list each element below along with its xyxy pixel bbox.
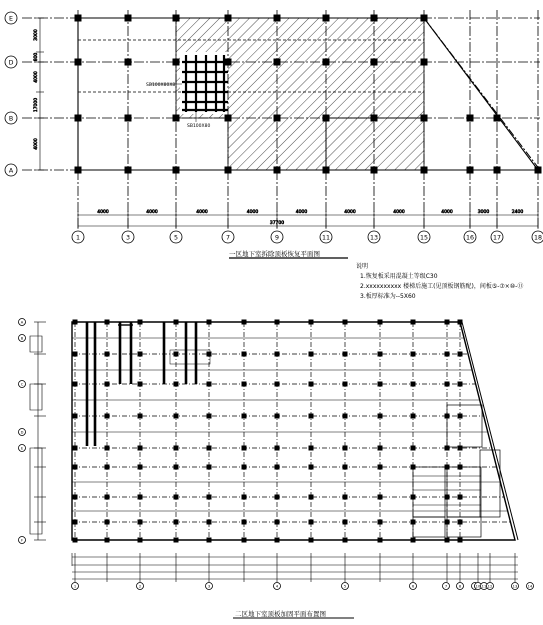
axis-label: 4 xyxy=(275,584,279,589)
column xyxy=(275,520,280,525)
axis-label: 15 xyxy=(419,234,429,242)
column xyxy=(173,167,180,174)
column xyxy=(343,465,348,470)
axis-label: 10 xyxy=(475,584,481,589)
callout-label-2: SB100X80 xyxy=(187,124,211,129)
column xyxy=(73,414,78,419)
column xyxy=(174,414,179,419)
column xyxy=(105,465,110,470)
column xyxy=(458,352,463,357)
column xyxy=(494,167,501,174)
column xyxy=(494,115,501,122)
column xyxy=(309,538,314,543)
column xyxy=(445,352,450,357)
column xyxy=(275,538,280,543)
column xyxy=(275,446,280,451)
column xyxy=(174,538,179,543)
column xyxy=(467,167,474,174)
column xyxy=(275,465,280,470)
column xyxy=(173,59,180,66)
column xyxy=(242,495,247,500)
column xyxy=(138,465,143,470)
column xyxy=(371,167,378,174)
column xyxy=(207,538,212,543)
column xyxy=(173,15,180,22)
column xyxy=(138,495,143,500)
axis-label: D xyxy=(8,59,14,67)
column xyxy=(73,352,78,357)
column xyxy=(207,414,212,419)
axis-label: 2 xyxy=(138,584,142,589)
axis-label: 7 xyxy=(225,234,231,242)
column xyxy=(445,414,450,419)
column xyxy=(343,414,348,419)
column xyxy=(458,520,463,525)
column xyxy=(73,538,78,543)
column xyxy=(174,446,179,451)
axis-label: E xyxy=(9,15,13,23)
plan-1 xyxy=(5,10,543,258)
column xyxy=(309,495,314,500)
column xyxy=(138,320,143,325)
column xyxy=(138,352,143,357)
column xyxy=(207,352,212,357)
column xyxy=(225,15,232,22)
axis-label: B xyxy=(20,336,24,341)
column xyxy=(274,167,281,174)
column xyxy=(138,538,143,543)
column xyxy=(125,115,132,122)
column xyxy=(105,520,110,525)
column xyxy=(309,382,314,387)
column xyxy=(242,446,247,451)
column xyxy=(458,495,463,500)
note-item: 3.板厚标准为--5X60 xyxy=(360,293,416,300)
note-item: 2.xxxxxxxxxx 楼梯后施工(见顶板钢筋配)，间板⑤-⑦×⑩-⑪ xyxy=(360,283,524,290)
axis-label: 11 xyxy=(321,234,331,242)
column xyxy=(378,320,383,325)
column xyxy=(125,15,132,22)
axis-label: 14 xyxy=(527,584,533,589)
hatch-zone-lower xyxy=(326,118,424,170)
axis-label: 7 xyxy=(444,584,448,589)
column xyxy=(275,382,280,387)
column xyxy=(343,352,348,357)
column xyxy=(275,414,280,419)
callout-label-1: SB100X80X8 xyxy=(146,83,176,88)
column xyxy=(343,538,348,543)
span-value: 4000 xyxy=(295,210,308,215)
column xyxy=(105,320,110,325)
column xyxy=(309,414,314,419)
panel-box xyxy=(447,405,482,447)
column xyxy=(467,115,474,122)
column xyxy=(458,382,463,387)
axis-label: C xyxy=(20,382,24,387)
column xyxy=(207,446,212,451)
column xyxy=(274,59,281,66)
column xyxy=(275,320,280,325)
column xyxy=(75,167,82,174)
axis-label: 3 xyxy=(125,234,131,242)
column xyxy=(458,465,463,470)
span-value: 2400 xyxy=(511,210,524,215)
column xyxy=(343,382,348,387)
column xyxy=(105,352,110,357)
span-value: 4000 xyxy=(344,210,356,215)
column xyxy=(105,382,110,387)
column xyxy=(309,465,314,470)
span-value: 4000 xyxy=(393,210,405,215)
column xyxy=(207,520,212,525)
column xyxy=(174,382,179,387)
axis-label: 9 xyxy=(274,234,280,242)
column xyxy=(411,320,416,325)
column xyxy=(343,495,348,500)
span-value: 4000 xyxy=(146,210,158,215)
axis-label: D xyxy=(20,430,24,435)
axis-label: 16 xyxy=(465,234,475,242)
column xyxy=(421,115,428,122)
column xyxy=(371,59,378,66)
column xyxy=(378,520,383,525)
column xyxy=(174,352,179,357)
column xyxy=(378,495,383,500)
column xyxy=(73,446,78,451)
column xyxy=(138,414,143,419)
dim-value-left: 800 xyxy=(34,52,39,62)
axis-label: 13 xyxy=(369,234,379,242)
column xyxy=(105,495,110,500)
column xyxy=(207,465,212,470)
axis-label: 3 xyxy=(207,584,211,589)
column xyxy=(125,59,132,66)
column xyxy=(225,59,232,66)
column xyxy=(411,414,416,419)
column xyxy=(73,495,78,500)
column xyxy=(445,538,450,543)
column xyxy=(309,320,314,325)
column xyxy=(535,167,542,174)
column xyxy=(75,59,82,66)
column xyxy=(242,382,247,387)
column xyxy=(207,320,212,325)
column xyxy=(411,520,416,525)
side-bracket xyxy=(30,336,42,352)
column xyxy=(445,465,450,470)
column xyxy=(421,15,428,22)
column xyxy=(378,382,383,387)
axis-label: 17 xyxy=(492,234,502,242)
column xyxy=(371,115,378,122)
dim-value-left: 4000 xyxy=(34,138,39,150)
column xyxy=(138,520,143,525)
notes-block xyxy=(356,262,542,302)
column xyxy=(242,414,247,419)
column xyxy=(105,446,110,451)
column xyxy=(445,382,450,387)
column xyxy=(421,167,428,174)
column xyxy=(73,520,78,525)
column xyxy=(242,520,247,525)
dim-value-left: 17000 xyxy=(34,97,39,113)
axis-label: 11 xyxy=(481,584,487,589)
column xyxy=(275,495,280,500)
column xyxy=(73,320,78,325)
column xyxy=(207,495,212,500)
plan-2 xyxy=(19,319,534,619)
axis-label: B xyxy=(8,115,14,123)
column xyxy=(242,320,247,325)
column xyxy=(75,115,82,122)
axis-label: 8 xyxy=(458,584,462,589)
column xyxy=(323,115,330,122)
column xyxy=(275,352,280,357)
column xyxy=(207,382,212,387)
axis-label: E xyxy=(20,446,24,451)
column xyxy=(225,167,232,174)
column xyxy=(421,59,428,66)
column xyxy=(458,414,463,419)
plan1-title: 一区地下室拆除顶板恢复平面图 xyxy=(229,250,320,258)
column xyxy=(105,538,110,543)
column xyxy=(323,59,330,66)
column xyxy=(411,446,416,451)
panel-box xyxy=(413,517,445,537)
column xyxy=(411,465,416,470)
dim-value-left: 3000 xyxy=(34,29,39,41)
span-value: 3000 xyxy=(477,210,490,215)
column xyxy=(458,538,463,543)
column xyxy=(343,320,348,325)
column xyxy=(174,520,179,525)
column xyxy=(174,465,179,470)
axis-label: 5 xyxy=(343,584,347,589)
axis-label: 18 xyxy=(533,234,543,242)
total-dimension: 37700 xyxy=(269,221,285,226)
column xyxy=(138,446,143,451)
axis-label: 5 xyxy=(173,234,179,242)
plan2-side-dimensions xyxy=(30,322,46,540)
side-bracket xyxy=(30,448,42,534)
column xyxy=(309,446,314,451)
column xyxy=(242,465,247,470)
axis-label: A xyxy=(20,320,24,325)
column xyxy=(138,382,143,387)
column xyxy=(411,382,416,387)
column xyxy=(343,520,348,525)
panel-box xyxy=(447,467,481,517)
column xyxy=(309,352,314,357)
axis-label: 13 xyxy=(512,584,518,589)
column xyxy=(242,352,247,357)
side-bracket xyxy=(30,384,42,410)
column xyxy=(173,115,180,122)
column xyxy=(225,115,232,122)
column xyxy=(323,167,330,174)
column xyxy=(73,382,78,387)
column xyxy=(378,465,383,470)
axis-label: 6 xyxy=(411,584,415,589)
dim-value-left: 4000 xyxy=(34,71,39,83)
panel-box xyxy=(447,517,481,537)
column xyxy=(458,320,463,325)
column xyxy=(378,538,383,543)
column xyxy=(174,320,179,325)
panel-box xyxy=(413,467,445,517)
axis-label: 1 xyxy=(73,584,77,589)
column xyxy=(242,538,247,543)
column xyxy=(309,520,314,525)
column xyxy=(75,15,82,22)
column xyxy=(343,446,348,451)
axis-label: A xyxy=(8,167,14,175)
column xyxy=(73,465,78,470)
column xyxy=(445,446,450,451)
column xyxy=(411,538,416,543)
column xyxy=(378,414,383,419)
axis-label: 1 xyxy=(75,234,81,242)
column xyxy=(445,520,450,525)
column xyxy=(274,115,281,122)
column xyxy=(274,15,281,22)
axis-label: F xyxy=(20,538,24,543)
column xyxy=(371,15,378,22)
outline-offset xyxy=(462,322,518,540)
column xyxy=(174,495,179,500)
column xyxy=(411,352,416,357)
column xyxy=(458,446,463,451)
column xyxy=(378,446,383,451)
column xyxy=(323,15,330,22)
column xyxy=(378,352,383,357)
column xyxy=(445,495,450,500)
plan2-title: 二区地下室顶板加固平面布置图 xyxy=(235,610,326,618)
column xyxy=(411,495,416,500)
column xyxy=(105,414,110,419)
span-value: 4000 xyxy=(246,210,259,215)
column xyxy=(125,167,132,174)
diagonal-edge xyxy=(424,18,540,170)
axis-label: 12 xyxy=(487,584,493,589)
notes-heading: 说明 xyxy=(356,263,369,270)
span-value: 4000 xyxy=(441,210,453,215)
column xyxy=(445,320,450,325)
span-value: 4000 xyxy=(196,210,208,215)
note-item: 1.恢复板采用混凝土等级C30 xyxy=(360,273,438,280)
span-value: 4000 xyxy=(97,210,109,215)
